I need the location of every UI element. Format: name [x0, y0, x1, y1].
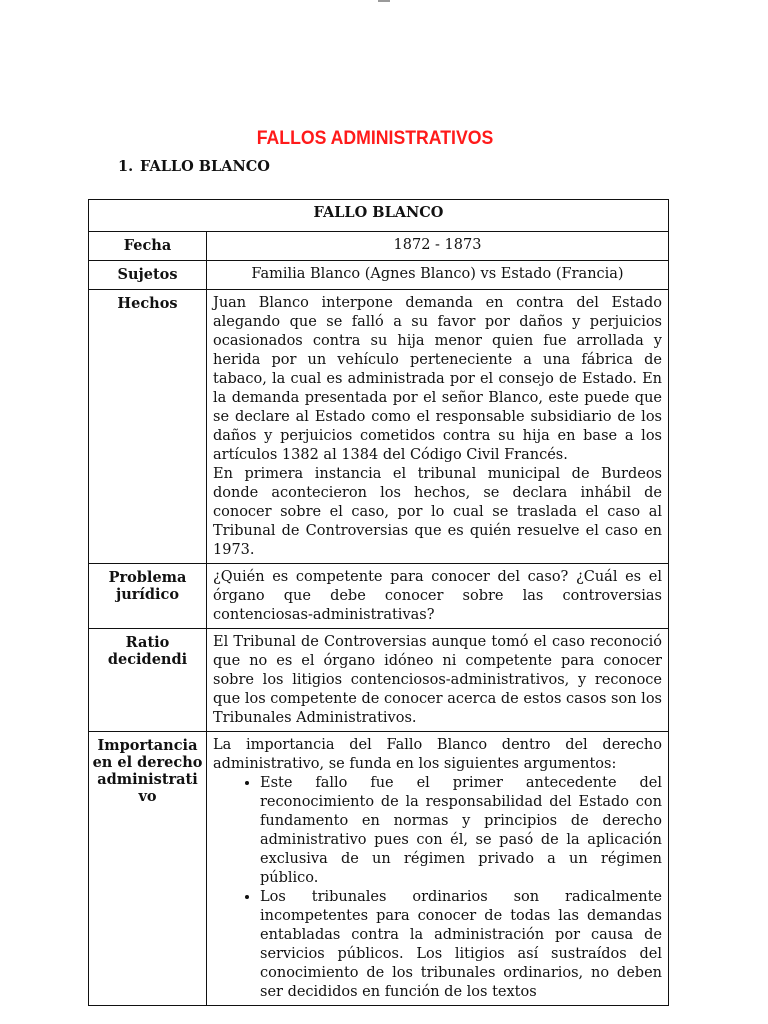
table-row-problema	[89, 564, 669, 629]
row-value-problema: ¿Quién es competente para conocer del caso? ¿Cuál es el órgano que debe conocer sobre las controversias contenciosas-administrativas?	[207, 564, 669, 629]
document-title: FALLOS ADMINISTRATIVOS	[256, 128, 494, 149]
hechos-paragraph: En primera instancia el tribunal municipal de Burdeos donde acontecieron los hechos, se declara inhábil de conocer sobre el caso, por lo cual se traslada el caso al Tribunal de Controversias que es quién resuelve el caso en 1973.	[213, 466, 662, 558]
table-row-ratio	[89, 629, 669, 732]
row-value-hechos	[207, 290, 669, 564]
fallo-table	[88, 199, 669, 1006]
table-header: FALLO BLANCO	[89, 200, 669, 232]
row-label-fecha: Fecha	[89, 232, 207, 261]
table-header-row	[89, 200, 669, 232]
row-label-sujetos: Sujetos	[89, 261, 207, 290]
importancia-intro: La importancia del Fallo Blanco dentro del derecho administrativo, se funda en los siguientes argumentos:	[213, 737, 662, 772]
page-top-mark	[378, 0, 390, 2]
list-item: • Los tribunales ordinarios son radicalmente incompetentes para conocer de todas las demandas entabladas contra la administración por causa de servicios públicos. Los litigios así sustraídos del conocimiento de los tribunales ordinarios, no deben ser decididos en función de los textos	[260, 888, 662, 1002]
row-value-sujetos: Familia Blanco (Agnes Blanco) vs Estado (Francia)	[207, 261, 669, 290]
row-label-importancia: Importancia en el derecho administrati vo	[89, 732, 207, 1006]
section-number: 1.	[118, 158, 134, 175]
table-row-importancia	[89, 732, 669, 1006]
hechos-paragraph: Juan Blanco interpone demanda en contra del Estado alegando que se falló a su favor por daños y perjuicios ocasionados contra su hija menor quien fue arrollada y herida por un vehículo perteneciente a una fábrica de tabaco, la cual es administrada por el consejo de Estado. En la demanda presentada por el señor Blanco, este puede que se declare al Estado como el responsable subsidiario de los daños y perjuicios cometidos contra su hija en base a los artículos 1382 al 1384 del Código Civil Francés.	[213, 295, 662, 463]
table-row-sujetos	[89, 261, 669, 290]
table-row-fecha	[89, 232, 669, 261]
row-value-ratio: El Tribunal de Controversias aunque tomó el caso reconoció que no es el órgano idóneo ni competente para conocer sobre los litigios contenciosos-administrativos, y reconoce que los competente de conocer acerca de estos casos son los Tribunales Administrativos.	[207, 629, 669, 732]
row-label-hechos: Hechos	[89, 290, 207, 564]
row-label-ratio: Ratio decidendi	[89, 629, 207, 732]
importancia-list	[213, 774, 662, 1002]
table-row-hechos	[89, 290, 669, 564]
section-heading	[118, 158, 270, 175]
list-item: • Este fallo fue el primer antecedente del reconocimiento de la responsabilidad del Estado con fundamento en normas y principios de derecho administrativo pues con él, se pasó de la aplicación exclusiva de un régimen privado a un régimen público.	[260, 774, 662, 888]
section-heading-text: FALLO BLANCO	[140, 158, 270, 175]
row-label-problema: Problema jurídico	[89, 564, 207, 629]
row-value-fecha: 1872 - 1873	[207, 232, 669, 261]
row-value-importancia	[207, 732, 669, 1006]
